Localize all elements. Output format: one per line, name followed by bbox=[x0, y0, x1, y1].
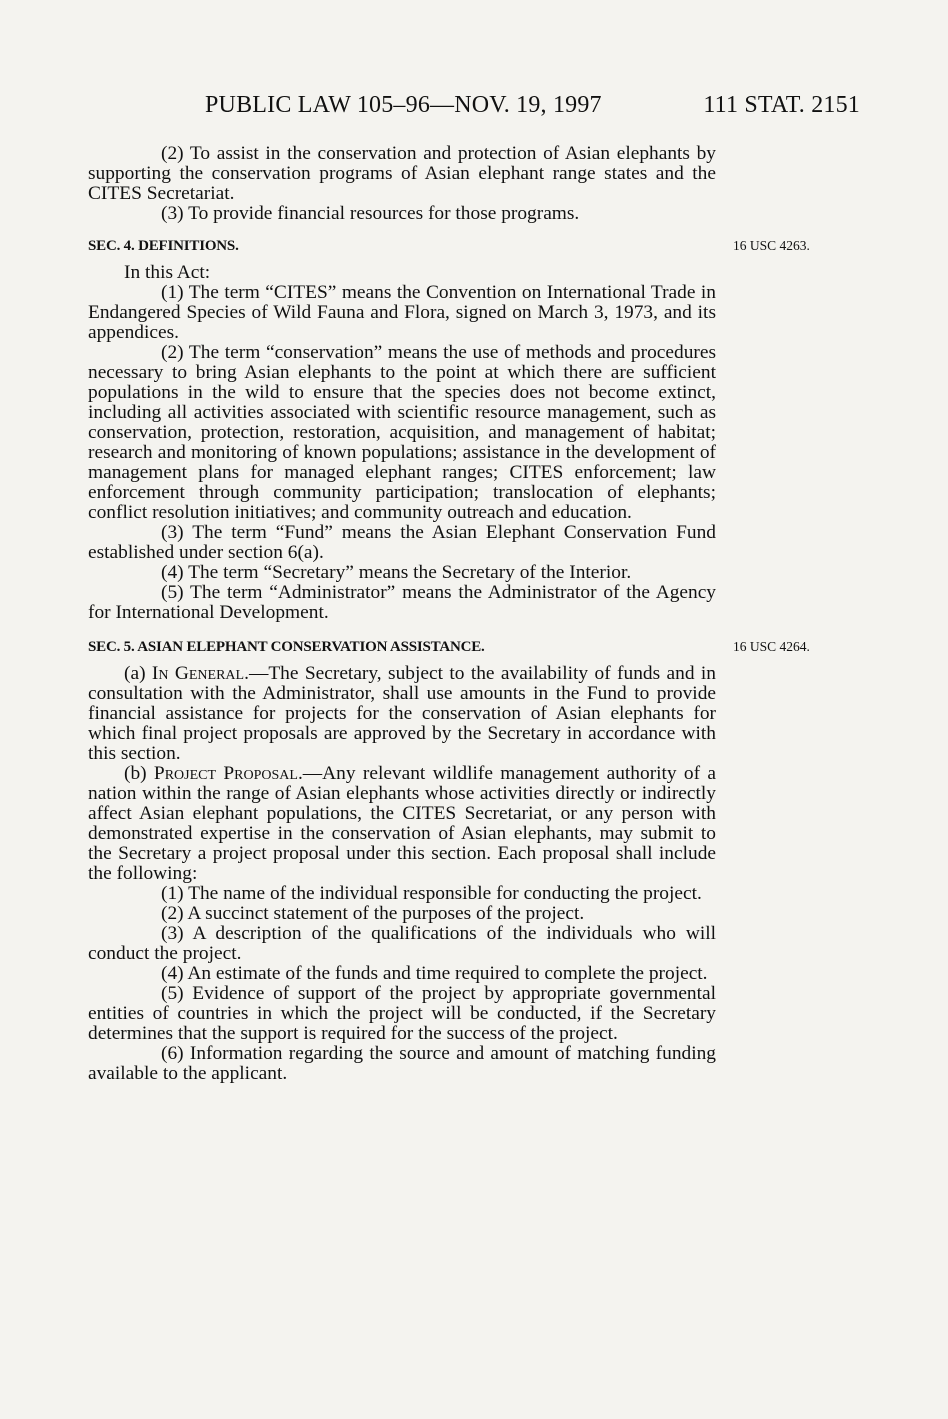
proposal-item-5: (5) Evidence of support of the project by appropriate governmental entities of countries in which the project will be conducted, if the Secretary determines that the support is required for the success of the project. bbox=[88, 983, 716, 1044]
section-4-heading: SEC. 4. DEFINITIONS. bbox=[88, 238, 239, 254]
subsection-b-text: .—Any relevant wildlife management authority of a nation within the range of Asian elephants whose activities directly or indirectly affect Asian elephant populations, the CITES Secretariat, or any person with demonstrated expertise in the conservation of Asian elephants, may submit to the Secretary a project proposal under this section. Each proposal shall include the following: bbox=[88, 763, 716, 884]
subsection-b-label: (b) bbox=[124, 763, 154, 784]
definition-4: (4) The term “Secretary” means the Secretary of the Interior. bbox=[161, 562, 632, 583]
document-body bbox=[88, 143, 810, 1084]
subsection-b-title: Project Proposal bbox=[153, 763, 298, 784]
section-5-heading-row bbox=[88, 637, 810, 657]
definition-5: (5) The term “Administrator” means the Administrator of the Agency for International Development. bbox=[88, 582, 716, 623]
proposal-item-4: (4) An estimate of the funds and time required to complete the project. bbox=[161, 963, 708, 984]
proposal-item-6: (6) Information regarding the source and amount of matching funding available to the applicant. bbox=[88, 1043, 716, 1084]
definitions-intro: In this Act: bbox=[124, 262, 211, 283]
subsection-a bbox=[88, 664, 716, 764]
proposal-item-1: (1) The name of the individual responsible for conducting the project. bbox=[161, 883, 702, 904]
subsection-b bbox=[88, 764, 716, 884]
header-statute-page: 111 STAT. 2151 bbox=[703, 92, 860, 118]
section-4-margin-note: 16 USC 4263. bbox=[733, 238, 810, 253]
definition-2: (2) The term “conservation” means the use of methods and procedures necessary to bring Asian elephants to the point at which there are sufficient populations in the wild to ensure that the species does not become extinct, including all activities associated with scientific resource management, such as conservation, protection, restoration, acquisition, and management of habitat; research and monitoring of known populations; assistance in the development of management plans for managed elephant ranges; CITES enforcement; law enforcement through community participation; translocation of elephants; conflict resolution initiatives; and community outreach and education. bbox=[88, 342, 716, 523]
proposal-item-2: (2) A succinct statement of the purposes of the project. bbox=[161, 903, 585, 924]
definition-3: (3) The term “Fund” means the Asian Elephant Conservation Fund established under section 6(a). bbox=[88, 522, 716, 563]
section-5-margin-note: 16 USC 4264. bbox=[733, 639, 810, 654]
section-4-heading-row bbox=[88, 236, 810, 256]
subsection-a-title: In General bbox=[151, 663, 245, 684]
header-law-citation: PUBLIC LAW 105–96—NOV. 19, 1997 bbox=[205, 92, 602, 118]
definition-1: (1) The term “CITES” means the Convention on International Trade in Endangered Species of Wild Fauna and Flora, signed on March 3, 1973, and its appendices. bbox=[88, 282, 716, 343]
purpose-item-3: (3) To provide financial resources for those programs. bbox=[161, 203, 580, 224]
subsection-a-text: .—The Secretary, subject to the availability of funds and in consultation with the Administrator, shall use amounts in the Fund to provide financial assistance for projects for the conservation of Asian elephants for which final project proposals are approved by the Secretary in accordance with this section. bbox=[88, 663, 716, 764]
subsection-a-label: (a) bbox=[124, 663, 152, 684]
proposal-item-3: (3) A description of the qualifications of the individuals who will conduct the project. bbox=[88, 923, 716, 964]
purpose-item-2: (2) To assist in the conservation and protection of Asian elephants by supporting the conservation programs of Asian elephant range states and the CITES Secretariat. bbox=[88, 143, 716, 204]
section-5-heading: SEC. 5. ASIAN ELEPHANT CONSERVATION ASSISTANCE. bbox=[88, 639, 485, 655]
